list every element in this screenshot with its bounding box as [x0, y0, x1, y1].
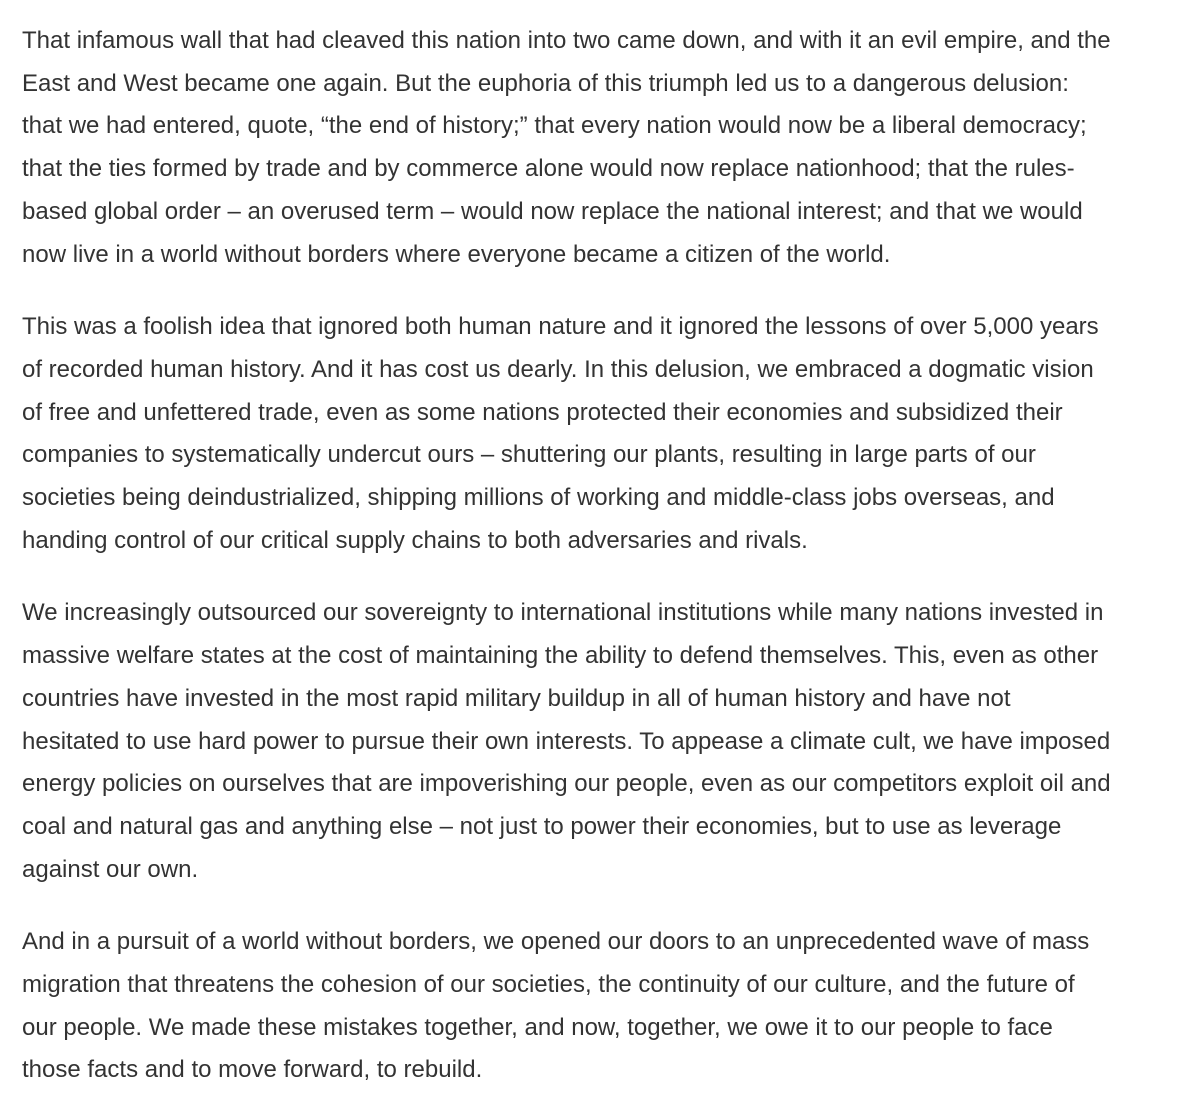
paragraph-line: massive welfare states at the cost of maintaining the ability to defend themselves. This, even as other [22, 642, 1099, 670]
paragraph-line: coal and natural gas and anything else – not just to power their economies, but to use as leverage [22, 812, 1062, 840]
paragraph-line: East and West became one again. But the euphoria of this triumph led us to a dangerous delusion: [22, 69, 1069, 97]
paragraph-2 [22, 306, 1178, 562]
paragraph-line: That infamous wall that had cleaved this nation into two came down, and with it an evil empire, and the [22, 27, 1111, 54]
paragraph-line: societies being deindustrialized, shipping millions of working and middle-class jobs overseas, and [22, 484, 1055, 512]
paragraph-line: of recorded human history. And it has cost us dearly. In this delusion, we embraced a dogmatic vision [22, 355, 1094, 383]
paragraph-line: companies to systematically undercut ours – shuttering our plants, resulting in large parts of our [22, 441, 1036, 469]
paragraph-4 [22, 921, 1178, 1092]
paragraph-line: our people. We made these mistakes together, and now, together, we owe it to our people to face [22, 1013, 1053, 1041]
paragraph-line: migration that threatens the cohesion of our societies, the continuity of our culture, and the future of [22, 971, 1075, 999]
paragraph-1 [22, 20, 1178, 276]
paragraph-line: now live in a world without borders where everyone became a citizen of the world. [22, 240, 891, 268]
paragraph-line: of free and unfettered trade, even as some nations protected their economies and subsidized their [22, 398, 1063, 426]
paragraph-line: hesitated to use hard power to pursue their own interests. To appease a climate cult, we have imposed [22, 727, 1111, 755]
paragraph-line: handing control of our critical supply chains to both adversaries and rivals. [22, 526, 808, 554]
paragraph-line: that the ties formed by trade and by commerce alone would now replace nationhood; that the rules- [22, 155, 1075, 183]
paragraph-3 [22, 592, 1178, 891]
paragraph-line: And in a pursuit of a world without borders, we opened our doors to an unprecedented wave of mass [22, 928, 1090, 956]
paragraph-line: countries have invested in the most rapid military buildup in all of human history and have not [22, 684, 1011, 712]
paragraph-line: This was a foolish idea that ignored both human nature and it ignored the lessons of over 5,000 years [22, 313, 1099, 341]
paragraph-line: that we had entered, quote, “the end of history;” that every nation would now be a liberal democracy; [22, 112, 1087, 140]
paragraph-line: based global order – an overused term – would now replace the national interest; and that we would [22, 197, 1083, 225]
paragraph-line: energy policies on ourselves that are impoverishing our people, even as our competitors exploit oil and [22, 770, 1111, 798]
paragraph-line: We increasingly outsourced our sovereignty to international institutions while many nations invested in [22, 599, 1104, 627]
paragraph-line: those facts and to move forward, to rebuild. [22, 1056, 483, 1084]
paragraph-line: against our own. [22, 855, 199, 883]
